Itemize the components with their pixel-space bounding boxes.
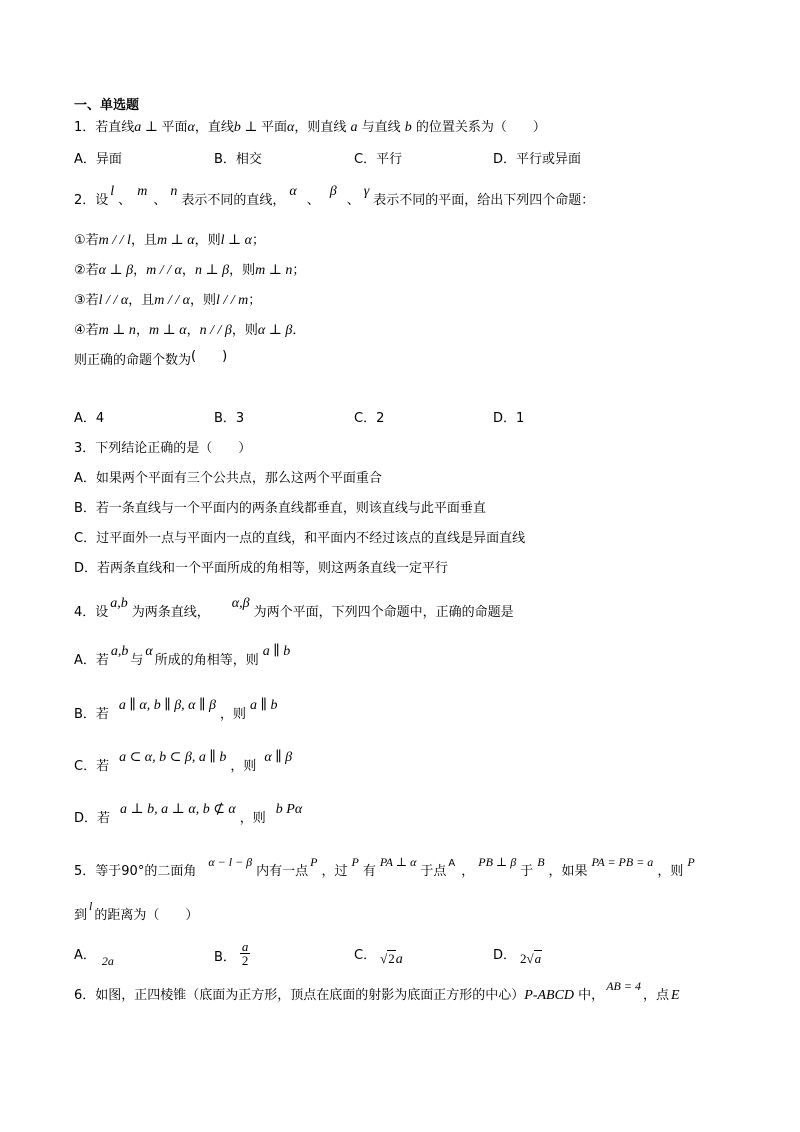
q2-answer-paren: ( ): [191, 349, 228, 364]
q4b-math: a ∥ b: [249, 698, 278, 713]
q2-ask-text: 则正确的命题个数为: [74, 353, 192, 368]
q5-option-d[interactable]: [493, 946, 542, 965]
q2-suffix: 表示不同的平面，给出下列四个命题：: [373, 193, 595, 208]
q5-option-a[interactable]: [74, 946, 114, 968]
q4a-text: 与: [130, 653, 144, 668]
q5b-label: B．: [214, 950, 236, 965]
q2-option-b[interactable]: B．3: [214, 411, 245, 426]
p1-text: ，则: [194, 233, 221, 248]
p2-math: m / / α: [146, 263, 182, 278]
q4c-math: α ∥ β: [264, 750, 293, 765]
q1-math-b-perp: b ⊥: [233, 120, 262, 135]
q2-sym-l: l: [110, 184, 115, 199]
q5d-radicand: a: [534, 951, 542, 966]
q2-ask: [74, 349, 228, 370]
q5-option-b[interactable]: [214, 940, 250, 967]
q1-math-alpha: α: [287, 120, 295, 135]
q2-option-a[interactable]: A．4: [74, 411, 105, 426]
q5-text: 于点: [420, 864, 447, 879]
p4-text: ，: [135, 323, 149, 338]
q4-option-d[interactable]: [74, 802, 303, 828]
q2-sep: 、: [346, 193, 360, 208]
q6-text: ，点: [642, 988, 669, 1003]
q5b-fraction: [240, 940, 251, 967]
q1-text: 平面: [161, 120, 188, 135]
q5-math-point-a: A: [448, 858, 456, 869]
p3-text: ，则: [189, 293, 216, 308]
p4-text: ，: [186, 323, 200, 338]
q5b-numerator: a: [241, 939, 249, 954]
q1-option-a[interactable]: A．异面: [74, 152, 122, 167]
q4d-text: D．若: [74, 811, 111, 826]
p2-math: α ⊥ β: [98, 263, 134, 278]
q2-sym-m: m: [137, 184, 148, 199]
q1-math-a-perp: a ⊥: [134, 120, 162, 135]
q2-sep: 、: [153, 193, 167, 208]
q5b-denominator: 2: [241, 953, 249, 968]
q5d-sqrt: [520, 951, 542, 966]
q1-text: ，直线: [194, 120, 234, 135]
p3-math: l / / m: [215, 293, 249, 308]
q5c-sqrt: [380, 951, 396, 966]
q5-text: 内有一点: [256, 864, 309, 879]
q5d-radical: √: [526, 951, 534, 966]
q5d-label: D．: [493, 948, 517, 963]
q5-text: 到: [74, 908, 88, 923]
q4a-text: A．若: [74, 653, 109, 668]
q5d-coef: 2: [520, 951, 527, 966]
question-3-stem: 3．下列结论正确的是（ ）: [74, 441, 252, 456]
q5-text: ，如果: [548, 864, 588, 879]
q4-math-ab: a,b: [110, 596, 128, 611]
q5-math-p: P: [687, 855, 695, 869]
q4c-math: a ⊂ α, b ⊂ β, a ∥ b: [119, 750, 227, 765]
q2-option-c[interactable]: C．2: [354, 411, 385, 426]
q2-proposition-1: [74, 232, 265, 250]
q4a-math: a,b: [110, 644, 129, 659]
q1-option-b[interactable]: B．相交: [214, 152, 262, 167]
q4d-math: a ⊥ b, a ⊥ α, b ⊄ α: [120, 802, 236, 817]
p1-math: m / / l: [98, 233, 131, 248]
p3-text: ，且: [128, 293, 155, 308]
p1-math: l ⊥ α: [220, 233, 252, 248]
question-2-stem: [74, 184, 595, 210]
p1-text: ，且: [130, 233, 157, 248]
p3-math: m / / α: [154, 293, 190, 308]
p2-text: ②若: [74, 263, 99, 278]
q1-prefix: 1．若直线: [74, 120, 135, 135]
q2-sym-beta: β: [329, 184, 337, 199]
q5a-value: 2a: [101, 954, 114, 968]
q2-sym-gamma: γ: [363, 184, 370, 199]
q4-math-alpha-beta: α,β: [231, 596, 250, 611]
q4b-text: B．若: [74, 707, 109, 722]
q2-sep: 、: [306, 193, 320, 208]
question-1-stem: [74, 119, 546, 137]
q4c-text: C．若: [74, 759, 110, 774]
q4-text: 为两个平面，下列四个命题中，正确的命题是: [253, 605, 514, 620]
q4b-text: ，则: [219, 707, 246, 722]
q4-option-c[interactable]: [74, 750, 293, 776]
q4a-math: α: [145, 644, 153, 659]
q5-math-pa-eq-pb: PA = PB = a: [591, 855, 654, 869]
p2-math: n ⊥ β: [194, 263, 230, 278]
p3-text: ；: [248, 293, 262, 308]
q5-math-l: l: [89, 899, 93, 913]
q4-prefix: 4．设: [74, 605, 109, 620]
p2-math: m ⊥ n: [255, 263, 293, 278]
q4c-text: ，则: [230, 759, 257, 774]
q5-option-c[interactable]: [354, 946, 403, 965]
q6-math-pyramid: P-ABCD: [524, 988, 575, 1003]
q5-text: 5．等于: [74, 864, 122, 879]
q1-text: 平面: [261, 120, 288, 135]
q4d-text: ，则: [239, 811, 266, 826]
q5-text: ，过: [321, 864, 348, 879]
q6-text: 6．如图，正四棱锥（底面为正方形，顶点在底面的射影为底面正方形的中心）: [74, 988, 525, 1003]
question-6-stem: [74, 979, 680, 1005]
q3-option-a[interactable]: A．如果两个平面有三个公共点，那么这两个平面重合: [74, 471, 382, 486]
q4-text: 为两条直线，: [131, 605, 210, 620]
q3-option-c[interactable]: C．过平面外一点与平面内一点的直线，和平面内不经过该点的直线是异面直线: [74, 531, 526, 546]
q1-text: 与直线: [357, 120, 405, 135]
q2-proposition-2: [74, 262, 305, 280]
q4-option-a[interactable]: [74, 644, 291, 670]
q1-text: ，则直线: [294, 120, 351, 135]
q4b-math: a ∥ α, b ∥ β, α ∥ β: [118, 698, 216, 713]
q4d-math: b Pα: [275, 802, 303, 817]
q5-text: ，: [461, 864, 475, 879]
q4a-math: a ∥ b: [262, 644, 291, 659]
p4-math: α ⊥ β: [257, 323, 293, 338]
q2-sep: 、: [118, 193, 132, 208]
q5-text: 的距离为（ ）: [94, 908, 199, 923]
q5c-coef: a: [395, 952, 403, 967]
q2-sym-alpha: α: [289, 184, 297, 199]
question-5-stem: [74, 855, 695, 882]
q1-option-c[interactable]: C．平行: [354, 152, 403, 167]
p2-text: ，则: [229, 263, 256, 278]
q2-proposition-3: [74, 292, 261, 310]
p4-math: m ⊥ n: [98, 323, 136, 338]
q2-sym-n: n: [170, 184, 178, 199]
q5-math-b: B: [537, 855, 545, 869]
q6-math-ab-eq: AB = 4: [606, 979, 641, 993]
p1-text: ①若: [74, 233, 99, 248]
q2-option-d[interactable]: D．1: [493, 411, 525, 426]
q3-option-b[interactable]: B．若一条直线与一个平面内的两条直线都垂直，则该直线与此平面垂直: [74, 501, 486, 516]
p3-math: l / / α: [98, 293, 129, 308]
p4-math: m ⊥ α: [148, 323, 187, 338]
q5-math-p: P: [351, 855, 359, 869]
q1-var-b: b: [404, 120, 412, 135]
q5a-label: A．: [74, 948, 96, 963]
q5-math-p: P: [310, 855, 318, 869]
q5-math-pa-perp: PA ⊥ α: [379, 855, 417, 869]
q4-option-b[interactable]: [74, 698, 278, 724]
section-heading: 一、单选题: [74, 98, 140, 113]
q5-text: 有: [362, 864, 376, 879]
q1-var-a: a: [350, 120, 358, 135]
q4a-text: 所成的角相等，则: [154, 653, 259, 668]
q5c-label: C．: [354, 948, 377, 963]
q6-text: 中，: [574, 988, 605, 1003]
p4-text: ，则: [231, 323, 258, 338]
q5-text: 于: [520, 864, 534, 879]
q5-degree: 90°: [121, 864, 145, 879]
q1-math-alpha: α: [187, 120, 195, 135]
q5-text: ，则: [657, 864, 684, 879]
q5-math-pb-perp: PB ⊥ β: [478, 855, 517, 869]
q5-text: 的二面角: [144, 864, 197, 879]
p2-text: ；: [292, 263, 306, 278]
q1-text: 的位置关系为（ ）: [411, 120, 546, 135]
q5-math-dihedral: α − l − β: [208, 855, 253, 869]
q5c-radicand: 2: [388, 951, 395, 966]
q2-proposition-4: [74, 322, 305, 340]
q5c-radical: √: [380, 951, 388, 966]
p3-text: ③若: [74, 293, 99, 308]
p1-math: m ⊥ α: [156, 233, 195, 248]
p4-text: ．: [292, 323, 306, 338]
p4-math: n / / β: [199, 323, 232, 338]
question-4-stem: [74, 596, 514, 622]
p4-text: ④若: [74, 323, 99, 338]
q1-option-d[interactable]: D．平行或异面: [493, 152, 582, 167]
p2-text: ，: [181, 263, 195, 278]
q6-math-e: E: [670, 988, 680, 1003]
q2-prefix: 2．设: [74, 193, 109, 208]
p2-text: ，: [133, 263, 147, 278]
q3-option-d[interactable]: D．若两条直线和一个平面所成的角相等，则这两条直线一定平行: [74, 561, 449, 576]
q2-mid: 表示不同的直线，: [181, 193, 286, 208]
p1-text: ；: [252, 233, 266, 248]
q5-stem-line-2: [74, 899, 199, 925]
